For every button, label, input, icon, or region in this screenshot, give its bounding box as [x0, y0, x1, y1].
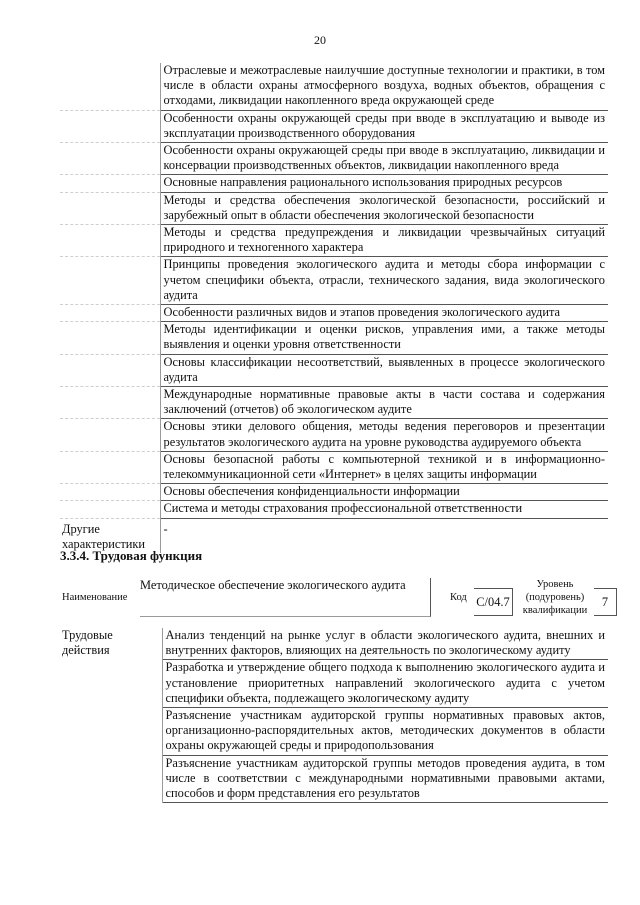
knowledge-item: Методы и средства обеспечения экологической безопасности, российский и зарубежный опыт в области обеспечения экологической безопасности [160, 192, 608, 224]
knowledge-item: Основы классификации несоответствий, выявленных в процессе экологического аудита [160, 354, 608, 386]
labor-action-item: Анализ тенденций на рынке услуг в области экологического аудита, внешних и внутренних факторов, влияющих на деятельность по экологическому аудиту [162, 628, 608, 660]
knowledge-table [60, 63, 608, 553]
knowledge-item: Особенности различных видов и этапов проведения экологического аудита [160, 305, 608, 322]
table-row [60, 143, 608, 175]
knowledge-item: Методы идентификации и оценки рисков, управления ими, а также методы выявления и оценки уровня ответственности [160, 322, 608, 354]
knowledge-item: Принципы проведения экологического аудита и методы сбора информации с учетом специфики объекта, отрасли, технического задания, вида экологического аудита [160, 257, 608, 305]
level-label: Уровень (подуровень) квалификации [522, 579, 588, 616]
knowledge-item: Основы безопасной работы с компьютерной техникой и в информационно-телекоммуникационной сети «Интернет» в целях защиты информации [160, 451, 608, 483]
knowledge-item: Основы обеспечения конфиденциальности информации [160, 484, 608, 501]
knowledge-item: Отраслевые и межотраслевые наилучшие доступные технологии и практики, в том числе в области охраны атмосферного воздуха, водных объектов, обращения с отходами, ликвидации накопленного вреда окружающей среде [160, 63, 608, 110]
knowledge-item: Особенности охраны окружающей среды при вводе в эксплуатацию, ликвидации и консервации производственных объектов, ликвидации накопленного вреда [160, 143, 608, 175]
function-name: Методическое обеспечение экологического аудита [140, 578, 431, 617]
table-row [60, 110, 608, 142]
table-row [60, 484, 608, 501]
table-row [60, 225, 608, 257]
section-title: 3.3.4. Трудовая функция [60, 548, 203, 563]
table-row [60, 628, 608, 660]
knowledge-item: Система и методы страхования профессиональной ответственности [160, 501, 608, 518]
other-characteristics-label: Другие характеристики [60, 518, 160, 553]
table-row [60, 322, 608, 354]
table-row [60, 63, 608, 110]
knowledge-item: Методы и средства предупреждения и ликвидации чрезвычайных ситуаций природного и техногенного характера [160, 225, 608, 257]
name-label: Наименование [62, 592, 128, 603]
function-code: C/04.7 [474, 588, 513, 616]
labor-actions-table [60, 628, 608, 803]
knowledge-item: Основы этики делового общения, методы ведения переговоров и презентации результатов экологического аудита на уровне руководства аудируемого объекта [160, 419, 608, 451]
page-number: 20 [314, 33, 326, 47]
table-row [60, 354, 608, 386]
table-row [60, 419, 608, 451]
other-characteristics-value: - [163, 521, 168, 536]
table-row [60, 451, 608, 483]
table-row [60, 175, 608, 192]
function-header [60, 576, 616, 620]
labor-action-item: Разъяснение участникам аудиторской группы методов проведения аудита, в том числе в соответствии с международными нормативными правовыми актами, способов и форм представления его результатов [162, 755, 608, 803]
qualification-level: 7 [594, 588, 617, 616]
labor-action-item: Разработка и утверждение общего подхода к выполнению экологического аудита и установление приоритетных направлений экологического аудита с учетом специфики объекта, подлежащего экологическому аудиту [162, 660, 608, 708]
table-row [60, 387, 608, 419]
code-label: Код [450, 592, 467, 603]
knowledge-item: Основные направления рационального использования природных ресурсов [160, 175, 608, 192]
knowledge-item: Особенности охраны окружающей среды при вводе в эксплуатацию и выводе из эксплуатации производственного оборудования [160, 110, 608, 142]
table-row [60, 257, 608, 305]
table-row [60, 192, 608, 224]
knowledge-item: Международные нормативные правовые акты в части состава и содержания заключений (отчетов) об экологическом аудите [160, 387, 608, 419]
table-row [60, 305, 608, 322]
labor-action-item: Разъяснение участникам аудиторской группы нормативных правовых актов, организационно-распорядительных актов, методических документов в области охраны окружающей среды и природопользования [162, 708, 608, 756]
table-row [60, 501, 608, 518]
labor-actions-label: Трудовые действия [60, 628, 162, 803]
